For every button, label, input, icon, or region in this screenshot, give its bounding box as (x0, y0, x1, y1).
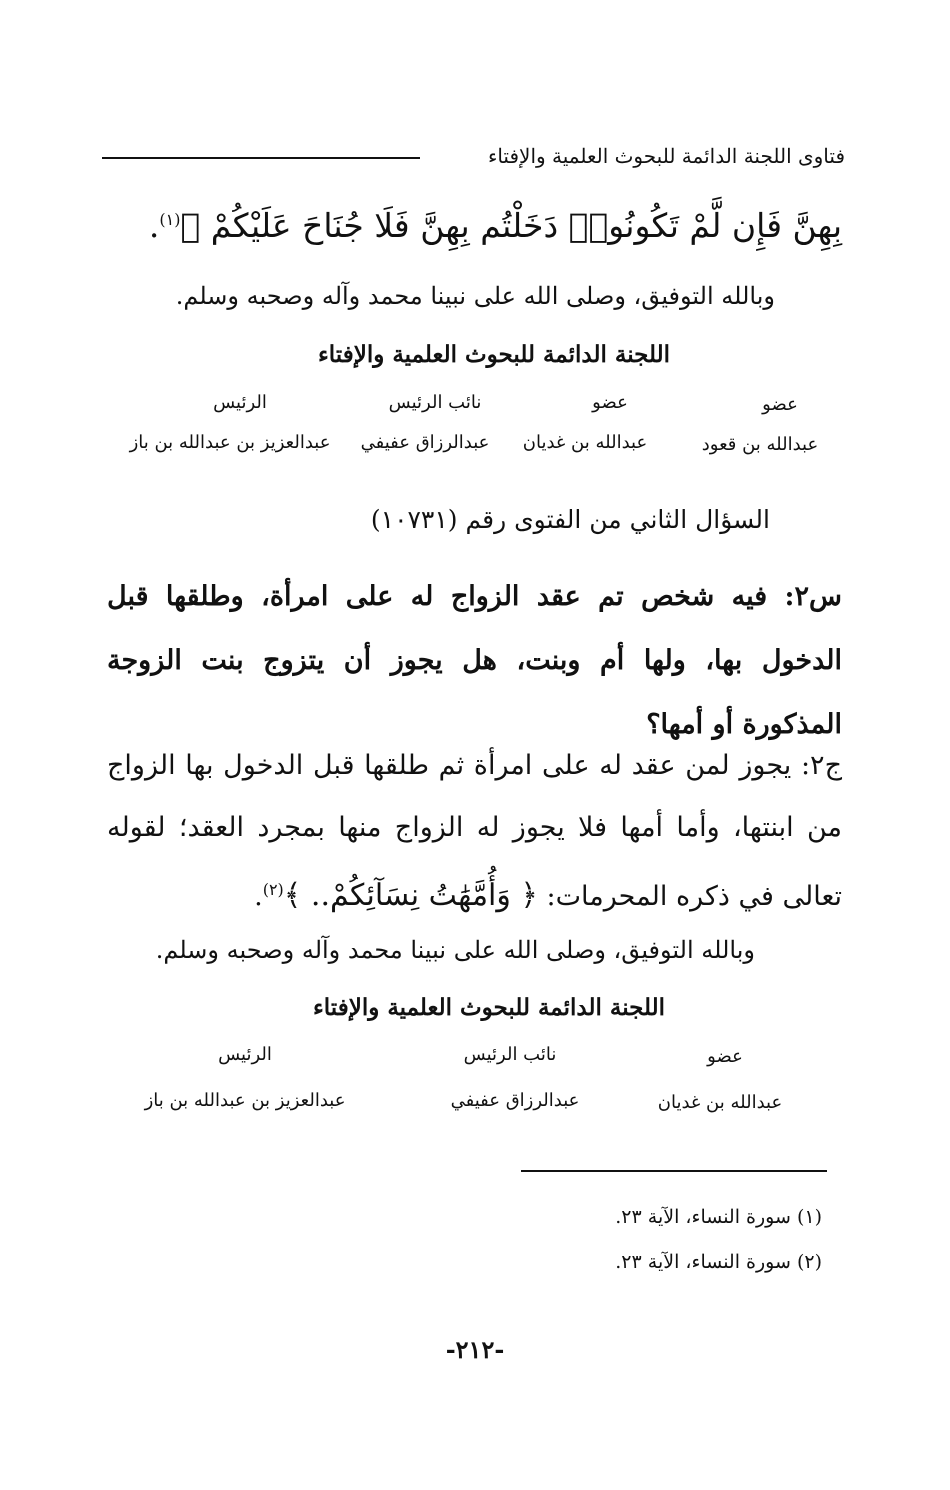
answer-text: ج٢: يجوز لمن عقد له على امرأة ثم طلقها قبل الدخول بها الزواج من ابنتها، وأما أمها فلا يجوز له الزواج منها بمجرد العقد؛ لقوله تعالى في ذكره المحرمات: (107, 750, 842, 912)
running-header-title: فتاوى اللجنة الدائمة للبحوث العلمية والإفتاء (487, 144, 845, 168)
committee-name-2: اللجنة الدائمة للبحوث العلمية والإفتاء (312, 994, 665, 1021)
signatory-role: نائب الرئيس (388, 392, 482, 413)
closing-formula-2: وبالله التوفيق، وصلى الله على نبينا محمد وآله وصحبه وسلم. (155, 936, 755, 964)
page-number: -٢١٢- (445, 1335, 505, 1364)
question-heading: السؤال الثاني من الفتوى رقم (١٠٧٣١) (370, 505, 770, 534)
signatory-role: الرئيس (213, 392, 267, 413)
signatory-name: عبدالله بن غديان (522, 432, 648, 453)
signatory-name: عبدالرزاق عفيفي (360, 432, 490, 453)
footnote-1: (١) سورة النساء، الآية ٢٣. (615, 1206, 822, 1228)
footnote-rule (521, 1170, 827, 1172)
answer-paragraph: ج٢: يجوز لمن عقد له على امرأة ثم طلقها قبل الدخول بها الزواج من ابنتها، وأما أمها فلا يجوز له الزواج منها بمجرد العقد؛ لقوله تعالى في ذكره المحرمات: ﴿ وَأُمَّهَٰتُ نِسَآئِكُمْ.. ﴾$^{(٢)}$. (107, 750, 842, 913)
signatory-name: عبدالله بن قعود (701, 434, 819, 455)
signatory-name: عبدالرزاق عفيفي (450, 1090, 580, 1111)
signatory-name: عبدالعزيز بن عبدالله بن باز (144, 1090, 346, 1111)
header-rule (102, 157, 420, 159)
question-text: س٢: فيه شخص تم عقد الزواج له على امرأة، وطلقها قبل الدخول بها، ولها أم وبنت، هل يجوز أن يتزوج بنت الزوجة المذكورة أو أمها؟ (107, 581, 842, 740)
signatory-role: الرئيس (218, 1044, 272, 1065)
signatory-name: عبدالعزيز بن عبدالله بن باز (129, 432, 331, 453)
footnote-ref-2: (٢) (262, 880, 284, 899)
signatory-name: عبدالله بن غديان (657, 1092, 783, 1113)
signatory-role: عضو (707, 1046, 743, 1067)
answer-quran-quote: ﴿ وَأُمَّهَٰتُ نِسَآئِكُمْ.. ﴾ (283, 878, 538, 913)
quran-verse-continuation: بِهِنَّ فَإِن لَّمْ تَكُونُوا۟ دَخَلْتُم بِهِنَّ فَلَا جُنَاحَ عَلَيْكُمْ ﴾$^{(١)}$. (148, 206, 842, 245)
signatory-role: عضو (762, 394, 798, 415)
footnote-ref-1: (١) (159, 210, 181, 229)
footnote-2: (٢) سورة النساء، الآية ٢٣. (615, 1251, 822, 1273)
committee-name-1: اللجنة الدائمة للبحوث العلمية والإفتاء (317, 341, 670, 368)
signatory-role: عضو (592, 392, 628, 413)
closing-formula-1: وبالله التوفيق، وصلى الله على نبينا محمد وآله وصحبه وسلم. (175, 282, 775, 310)
signatory-role: نائب الرئيس (463, 1044, 557, 1065)
quran-verse-text: بِهِنَّ فَإِن لَّمْ تَكُونُوا۟ دَخَلْتُم بِهِنَّ فَلَا جُنَاحَ عَلَيْكُمْ ﴾ (180, 206, 842, 245)
